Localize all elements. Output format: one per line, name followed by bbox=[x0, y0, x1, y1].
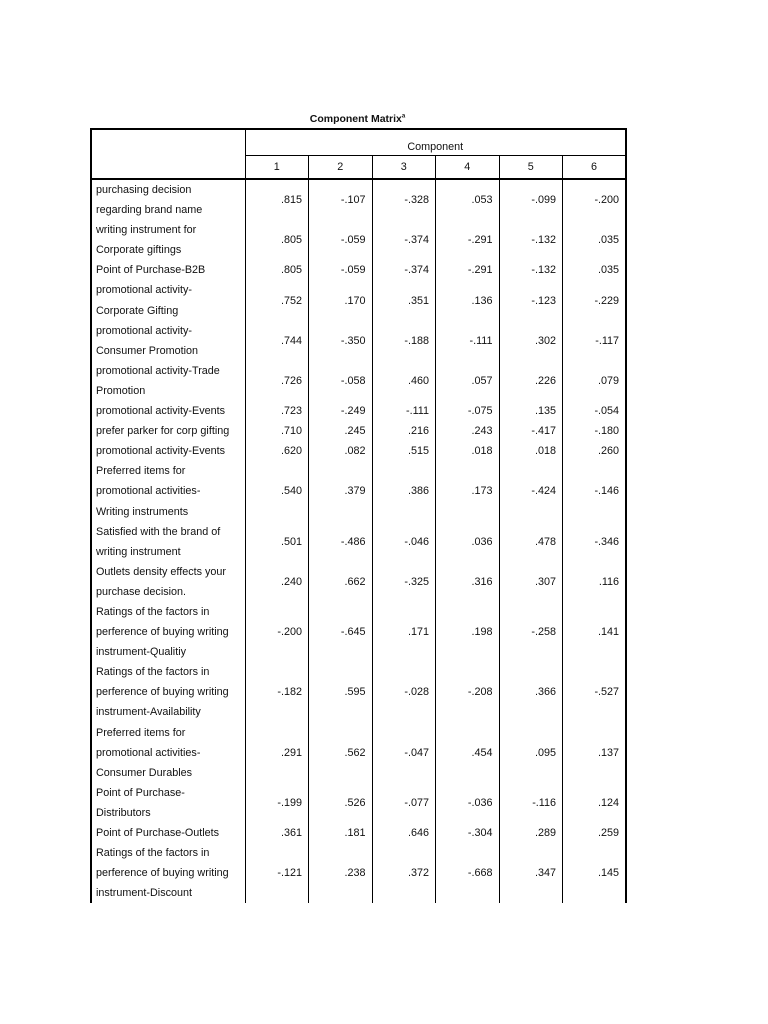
row-label-line: prefer parker for corp gifting bbox=[96, 425, 230, 438]
component-6-value: .079 bbox=[563, 361, 627, 401]
header-corner-cell bbox=[91, 129, 245, 179]
table-body bbox=[91, 179, 626, 903]
row-label-line: Distributors bbox=[96, 806, 151, 819]
component-1-value: .620 bbox=[245, 441, 309, 461]
component-2-value: -.058 bbox=[309, 361, 373, 401]
component-4-value: .053 bbox=[436, 179, 500, 220]
component-2-value: .238 bbox=[309, 843, 373, 903]
table-row bbox=[91, 723, 626, 783]
component-2-value: -.350 bbox=[309, 321, 373, 361]
row-label bbox=[91, 823, 245, 843]
row-label bbox=[91, 602, 245, 662]
table-row bbox=[91, 421, 626, 441]
component-3-value: -.111 bbox=[372, 401, 436, 421]
component-6-header: 6 bbox=[563, 156, 627, 180]
component-4-value: -.111 bbox=[436, 321, 500, 361]
component-2-value: .082 bbox=[309, 441, 373, 461]
component-1-value: .726 bbox=[245, 361, 309, 401]
row-label-line: promotional activity- bbox=[96, 324, 193, 337]
row-label-line: Ratings of the factors in bbox=[96, 666, 210, 679]
row-label-line: purchasing decision bbox=[96, 184, 192, 196]
component-3-value: .386 bbox=[372, 461, 436, 521]
component-3-value: -.374 bbox=[372, 220, 436, 260]
component-4-value: -.291 bbox=[436, 220, 500, 260]
row-label bbox=[91, 179, 245, 220]
row-label-line: Corporate giftings bbox=[96, 244, 182, 257]
component-6-value: -.200 bbox=[563, 179, 627, 220]
component-5-value: .366 bbox=[499, 662, 563, 722]
row-label-line: instrument-Qualitiy bbox=[96, 646, 187, 659]
row-label-line: writing instrument for bbox=[96, 224, 197, 237]
row-label bbox=[91, 220, 245, 260]
table-row bbox=[91, 220, 626, 260]
row-label-line: instrument-Availability bbox=[96, 706, 201, 719]
component-5-value: -.417 bbox=[499, 421, 563, 441]
row-label-line: perference of buying writing bbox=[96, 626, 229, 639]
component-6-value: -.117 bbox=[563, 321, 627, 361]
row-label bbox=[91, 280, 245, 320]
component-3-value: -.077 bbox=[372, 783, 436, 823]
row-label-line: promotional activity-Events bbox=[96, 445, 226, 458]
component-5-value: .289 bbox=[499, 823, 563, 843]
component-2-value: -.107 bbox=[309, 179, 373, 220]
component-4-value: .173 bbox=[436, 461, 500, 521]
component-5-value: .095 bbox=[499, 723, 563, 783]
component-3-value: .372 bbox=[372, 843, 436, 903]
component-3-value: .460 bbox=[372, 361, 436, 401]
row-label-line: Promotion bbox=[96, 384, 146, 397]
component-1-value: -.121 bbox=[245, 843, 309, 903]
table-row bbox=[91, 823, 626, 843]
component-5-value: .302 bbox=[499, 321, 563, 361]
component-1-value: .361 bbox=[245, 823, 309, 843]
table-row bbox=[91, 260, 626, 280]
component-3-value: .646 bbox=[372, 823, 436, 843]
row-label-line: regarding brand name bbox=[96, 204, 203, 217]
component-1-value: .540 bbox=[245, 461, 309, 521]
row-label-line: Point of Purchase-B2B bbox=[96, 264, 206, 277]
row-label-line: writing instrument bbox=[96, 545, 181, 558]
component-2-value: -.486 bbox=[309, 522, 373, 562]
component-4-value: -.208 bbox=[436, 662, 500, 722]
table-row bbox=[91, 321, 626, 361]
table-row bbox=[91, 783, 626, 823]
component-2-value: -.249 bbox=[309, 401, 373, 421]
component-5-value: -.132 bbox=[499, 260, 563, 280]
component-1-header: 1 bbox=[245, 156, 309, 180]
table-row bbox=[91, 522, 626, 562]
row-label bbox=[91, 783, 245, 823]
component-4-value: .243 bbox=[436, 421, 500, 441]
component-6-value: -.146 bbox=[563, 461, 627, 521]
table-title-text: Component Matrix bbox=[309, 113, 402, 125]
component-4-value: .198 bbox=[436, 602, 500, 662]
row-label bbox=[91, 562, 245, 602]
table-row bbox=[91, 662, 626, 722]
table-row bbox=[91, 441, 626, 461]
component-3-value: .171 bbox=[372, 602, 436, 662]
row-label-line: perference of buying writing bbox=[96, 867, 229, 880]
component-6-value: .259 bbox=[563, 823, 627, 843]
component-1-value: .805 bbox=[245, 220, 309, 260]
row-label-line: promotional activities- bbox=[96, 485, 201, 498]
row-label-line: purchase decision. bbox=[96, 585, 187, 598]
component-6-value: -.346 bbox=[563, 522, 627, 562]
component-2-value: .379 bbox=[309, 461, 373, 521]
table-row bbox=[91, 361, 626, 401]
component-6-value: .035 bbox=[563, 260, 627, 280]
component-3-header: 3 bbox=[372, 156, 436, 180]
component-2-value: .662 bbox=[309, 562, 373, 602]
row-label-line: Consumer Durables bbox=[96, 766, 193, 779]
component-1-value: -.182 bbox=[245, 662, 309, 722]
row-label-line: promotional activity- bbox=[96, 284, 193, 297]
component-4-header: 4 bbox=[436, 156, 500, 180]
component-1-value: .723 bbox=[245, 401, 309, 421]
row-label bbox=[91, 361, 245, 401]
component-4-value: .454 bbox=[436, 723, 500, 783]
table-row bbox=[91, 461, 626, 521]
component-1-value: .291 bbox=[245, 723, 309, 783]
component-6-value: .145 bbox=[563, 843, 627, 903]
component-4-value: .057 bbox=[436, 361, 500, 401]
row-label bbox=[91, 321, 245, 361]
row-label bbox=[91, 401, 245, 421]
component-1-value: .240 bbox=[245, 562, 309, 602]
component-4-value: .036 bbox=[436, 522, 500, 562]
table-row bbox=[91, 401, 626, 421]
component-6-value: -.054 bbox=[563, 401, 627, 421]
row-label-line: perference of buying writing bbox=[96, 686, 229, 699]
component-5-value: .478 bbox=[499, 522, 563, 562]
component-4-value: -.291 bbox=[436, 260, 500, 280]
component-4-value: -.075 bbox=[436, 401, 500, 421]
component-6-value: -.229 bbox=[563, 280, 627, 320]
component-2-value: .170 bbox=[309, 280, 373, 320]
row-label bbox=[91, 522, 245, 562]
component-3-value: -.188 bbox=[372, 321, 436, 361]
component-6-value: .124 bbox=[563, 783, 627, 823]
row-label-line: promotional activity-Trade bbox=[96, 364, 220, 377]
component-4-value: -.304 bbox=[436, 823, 500, 843]
row-label bbox=[91, 260, 245, 280]
component-6-value: .116 bbox=[563, 562, 627, 602]
component-1-value: .815 bbox=[245, 179, 309, 220]
row-label bbox=[91, 843, 245, 903]
component-3-value: -.046 bbox=[372, 522, 436, 562]
component-5-value: .135 bbox=[499, 401, 563, 421]
row-label bbox=[91, 461, 245, 521]
component-2-value: .595 bbox=[309, 662, 373, 722]
component-3-value: .351 bbox=[372, 280, 436, 320]
row-label-line: Writing instruments bbox=[96, 505, 189, 518]
table-title-footnote-marker: a bbox=[401, 113, 406, 120]
component-2-value: .526 bbox=[309, 783, 373, 823]
component-group-header: Component bbox=[245, 129, 626, 156]
component-5-value: .347 bbox=[499, 843, 563, 903]
table-row bbox=[91, 179, 626, 220]
table-row bbox=[91, 280, 626, 320]
component-2-value: .562 bbox=[309, 723, 373, 783]
component-6-value: -.527 bbox=[563, 662, 627, 722]
component-3-value: -.325 bbox=[372, 562, 436, 602]
table-title bbox=[90, 113, 625, 125]
component-2-value: -.645 bbox=[309, 602, 373, 662]
row-label bbox=[91, 662, 245, 722]
component-6-value: .260 bbox=[563, 441, 627, 461]
row-label-line: promotional activities- bbox=[96, 746, 201, 759]
row-label-line: Preferred items for bbox=[96, 726, 186, 739]
component-3-value: -.028 bbox=[372, 662, 436, 722]
row-label-line: Outlets density effects your bbox=[96, 565, 227, 578]
component-1-value: .501 bbox=[245, 522, 309, 562]
row-label-line: Satisfied with the brand of bbox=[96, 525, 221, 538]
component-1-value: .710 bbox=[245, 421, 309, 441]
component-5-value: -.424 bbox=[499, 461, 563, 521]
component-4-value: .316 bbox=[436, 562, 500, 602]
component-3-value: -.328 bbox=[372, 179, 436, 220]
row-label-line: Ratings of the factors in bbox=[96, 847, 210, 860]
component-3-value: .216 bbox=[372, 421, 436, 441]
component-5-value: -.258 bbox=[499, 602, 563, 662]
component-4-value: -.668 bbox=[436, 843, 500, 903]
component-3-value: .515 bbox=[372, 441, 436, 461]
header-group-row bbox=[91, 129, 626, 156]
component-4-value: .018 bbox=[436, 441, 500, 461]
row-label-line: Ratings of the factors in bbox=[96, 605, 210, 618]
row-label-line: Consumer Promotion bbox=[96, 344, 199, 357]
component-6-value: .137 bbox=[563, 723, 627, 783]
component-5-value: .018 bbox=[499, 441, 563, 461]
table-row bbox=[91, 562, 626, 602]
component-5-value: -.099 bbox=[499, 179, 563, 220]
component-5-value: -.132 bbox=[499, 220, 563, 260]
component-2-value: .245 bbox=[309, 421, 373, 441]
component-3-value: -.374 bbox=[372, 260, 436, 280]
row-label-line: Corporate Gifting bbox=[96, 304, 179, 317]
component-4-value: -.036 bbox=[436, 783, 500, 823]
component-6-value: -.180 bbox=[563, 421, 627, 441]
component-1-value: .752 bbox=[245, 280, 309, 320]
row-label bbox=[91, 441, 245, 461]
component-6-value: .141 bbox=[563, 602, 627, 662]
component-2-value: .181 bbox=[309, 823, 373, 843]
component-2-value: -.059 bbox=[309, 260, 373, 280]
component-3-value: -.047 bbox=[372, 723, 436, 783]
row-label-line: Preferred items for bbox=[96, 465, 186, 478]
component-2-header: 2 bbox=[309, 156, 373, 180]
row-label-line: Point of Purchase- bbox=[96, 786, 185, 799]
component-1-value: .744 bbox=[245, 321, 309, 361]
row-label-line: promotional activity-Events bbox=[96, 405, 226, 418]
component-1-value: -.200 bbox=[245, 602, 309, 662]
component-6-value: .035 bbox=[563, 220, 627, 260]
component-5-header: 5 bbox=[499, 156, 563, 180]
row-label-line: Point of Purchase-Outlets bbox=[96, 827, 220, 839]
table-row bbox=[91, 843, 626, 903]
component-2-value: -.059 bbox=[309, 220, 373, 260]
row-label bbox=[91, 421, 245, 441]
component-1-value: .805 bbox=[245, 260, 309, 280]
row-label bbox=[91, 723, 245, 783]
component-5-value: -.116 bbox=[499, 783, 563, 823]
component-5-value: .307 bbox=[499, 562, 563, 602]
component-5-value: -.123 bbox=[499, 280, 563, 320]
component-4-value: .136 bbox=[436, 280, 500, 320]
row-label-line: instrument-Discount bbox=[96, 887, 193, 900]
component-matrix-table bbox=[90, 128, 627, 903]
component-1-value: -.199 bbox=[245, 783, 309, 823]
table-header bbox=[91, 129, 626, 179]
table-row bbox=[91, 602, 626, 662]
component-5-value: .226 bbox=[499, 361, 563, 401]
